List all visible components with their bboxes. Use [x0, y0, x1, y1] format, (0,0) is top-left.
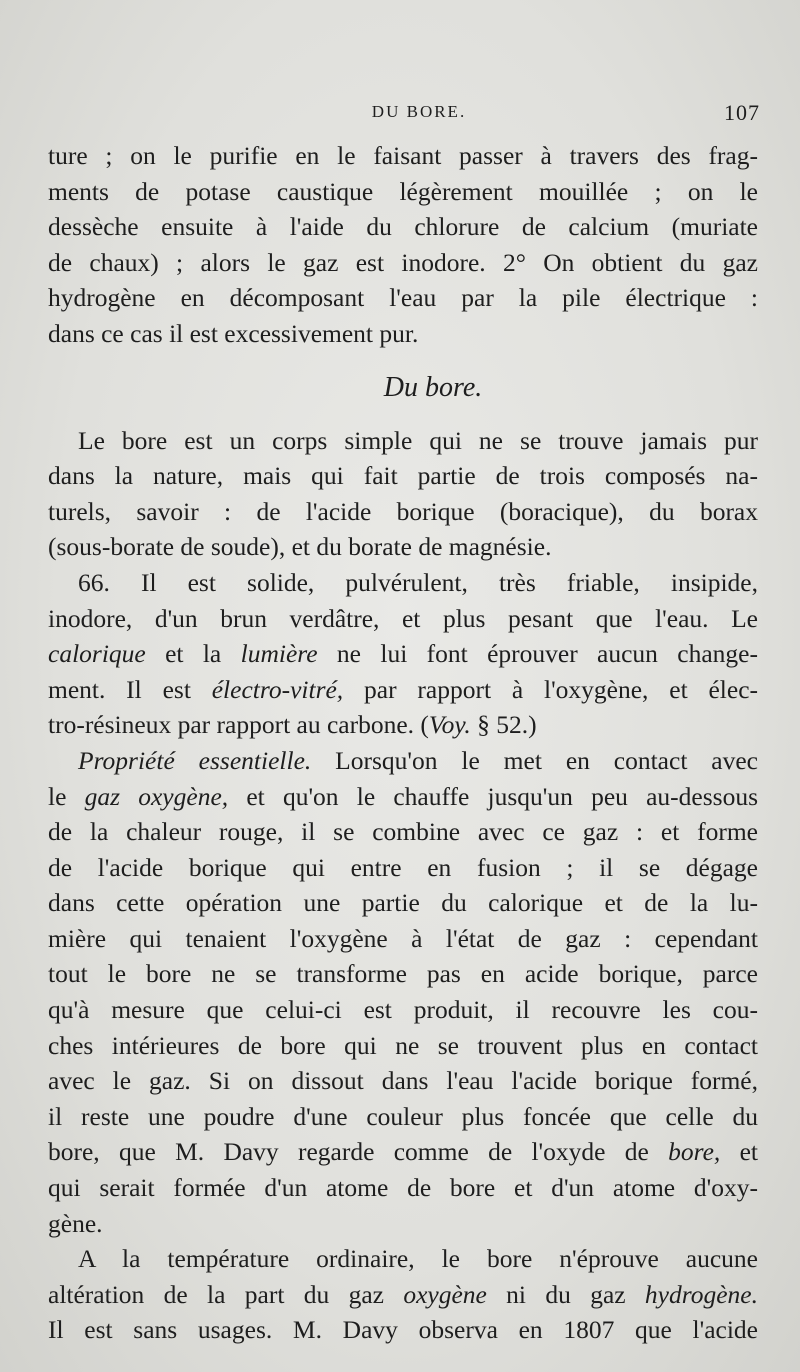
italic-term: calorique	[48, 639, 146, 669]
text-run: et	[720, 1137, 758, 1167]
text-line: mière qui tenaient l'oxygène à l'état de gaz : cependant	[48, 923, 758, 953]
text-line: Il est sans usages. M. Davy observa en 1807 que l'acide	[48, 1315, 758, 1345]
text-line	[48, 779, 758, 815]
text-line: gène.	[48, 1208, 103, 1238]
text-line: ture ; on le purifie en le faisant passer à travers des frag-	[48, 141, 758, 170]
text-run: et la	[145, 639, 241, 669]
text-line	[48, 1134, 758, 1170]
text-run: § 52.)	[470, 710, 537, 740]
text-run: le	[48, 781, 85, 811]
text-line: turels, savoir : de l'acide borique (boracique), du borax	[48, 496, 758, 526]
text-line: qu'à mesure que celui-ci est produit, il recouvre les cou-	[48, 995, 758, 1025]
text-line: Le bore est un corps simple qui ne se trouve jamais pur	[78, 425, 758, 455]
text-line: (sous-borate de soude), et du borate de magnésie.	[48, 532, 552, 562]
italic-term: gaz oxygène,	[84, 781, 229, 811]
text-run: ne lui font éprouver aucun change-	[317, 639, 758, 669]
text-line	[48, 743, 758, 779]
text-line: inodore, d'un brun verdâtre, et plus pesant que l'eau. Le	[48, 603, 758, 633]
text-line: dans ce cas il est excessivement pur.	[48, 318, 419, 348]
italic-term: lumière	[240, 639, 318, 669]
text-line: dans la nature, mais qui fait partie de trois composés na-	[48, 461, 758, 491]
text-run: ment. Il est	[48, 674, 212, 704]
text-line	[48, 707, 758, 743]
text-run: altération de la part du gaz	[48, 1279, 404, 1309]
italic-term: Voy.	[428, 710, 471, 740]
italic-term: oxygène	[403, 1279, 487, 1309]
text-line: dans cette opération une partie du calorique et de la lu-	[48, 888, 758, 918]
text-line	[48, 672, 758, 708]
text-line	[48, 636, 758, 672]
text-line: ches intérieures de bore qui ne se trouvent plus en contact	[48, 1030, 758, 1060]
text-line: avec le gaz. Si on dissout dans l'eau l'acide borique formé,	[48, 1066, 758, 1096]
text-run: par rapport à l'oxygène, et élec-	[343, 674, 759, 704]
text-line: 66. Il est solide, pulvérulent, très friable, insipide,	[78, 567, 758, 597]
italic-term: bore,	[668, 1137, 721, 1167]
text-line: dessèche ensuite à l'aide du chlorure de calcium (muriate	[48, 212, 758, 242]
italic-term: électro-vitré,	[211, 674, 344, 704]
text-line: de la chaleur rouge, il se combine avec ce gaz : et forme	[48, 817, 758, 847]
text-run: tro-résineux par rapport au carbone. (	[48, 710, 429, 740]
text-line: de chaux) ; alors le gaz est inodore. 2° On obtient du gaz	[48, 247, 758, 277]
running-head: DU BORE.	[371, 102, 467, 121]
text-run: bore, que M. Davy regarde comme de l'oxyde de	[48, 1137, 669, 1167]
text-line: qui serait formée d'un atome de bore et d'un atome d'oxy-	[48, 1173, 758, 1203]
text-line: A la température ordinaire, le bore n'éprouve aucune	[78, 1244, 758, 1274]
page-body	[48, 138, 758, 1348]
text-line: il reste une poudre d'une couleur plus foncée que celle du	[48, 1101, 758, 1131]
italic-term: Propriété essentielle.	[78, 745, 312, 775]
text-line	[48, 1277, 758, 1313]
text-line: ments de potase caustique légèrement mouillée ; on le	[48, 176, 758, 206]
italic-term: hydrogène.	[644, 1279, 758, 1309]
text-run: et qu'on le chauffe jusqu'un peu au-dessous	[228, 781, 758, 811]
section-title: Du bore.	[383, 371, 483, 403]
page-number: 107	[724, 100, 760, 125]
text-run: Lorsqu'on le met en contact avec	[311, 745, 758, 775]
text-line: hydrogène en décomposant l'eau par la pile électrique :	[48, 283, 758, 313]
text-line: tout le bore ne se transforme pas en acide borique, parce	[48, 959, 758, 989]
text-run: ni du gaz	[486, 1279, 645, 1309]
page-header	[48, 100, 760, 130]
text-line: de l'acide borique qui entre en fusion ; il se dégage	[48, 852, 758, 882]
